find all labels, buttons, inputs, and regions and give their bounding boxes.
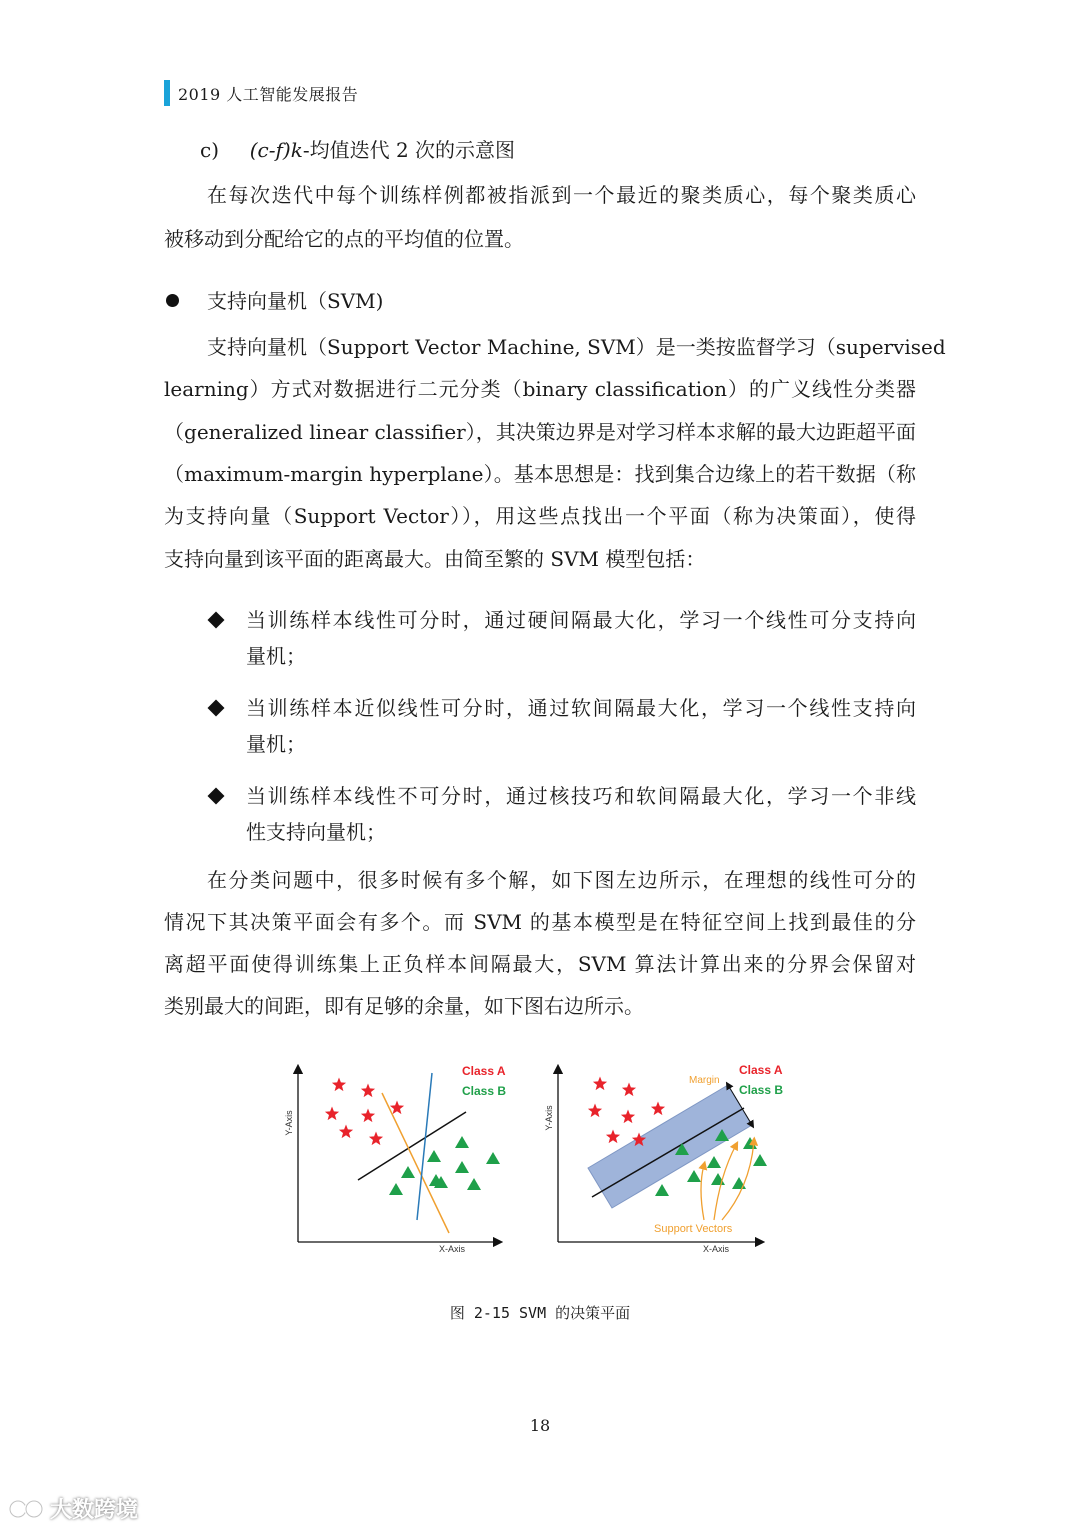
left-y-axis-label: Y-Axis [284, 1110, 294, 1136]
left-star-5 [390, 1101, 404, 1115]
support-arrow-left [701, 1165, 704, 1220]
left-star-4 [361, 1109, 375, 1123]
right-star-3 [588, 1104, 602, 1118]
left-orange-line [382, 1093, 449, 1233]
left-legend-class-a: Class A [462, 1064, 506, 1078]
right-triangle-6 [687, 1170, 701, 1182]
header-accent-bar [164, 80, 170, 106]
right-y-axis-label: Y-Axis [544, 1105, 554, 1131]
kmeans-paragraph-line-2: 被移动到分配给它的点的平均值的位置。 [164, 227, 524, 251]
right-triangle-2 [743, 1137, 757, 1149]
report-header [164, 80, 358, 106]
right-star-1 [593, 1077, 607, 1091]
left-legend-class-b: Class B [462, 1084, 507, 1098]
left-triangle-4 [401, 1166, 415, 1178]
svm-bullet-title: 支持向量机（SVM) [207, 289, 384, 313]
closing-paragraph-line-4: 类别最大的间距，即有足够的余量，如下图右边所示。 [164, 994, 644, 1018]
watermark-text: 大数跨境 [50, 1498, 139, 1523]
right-margin-band [588, 1085, 752, 1208]
right-star-2 [622, 1083, 636, 1097]
left-triangle-5 [455, 1161, 469, 1173]
left-star-3 [325, 1107, 339, 1121]
kmeans-caption-text: -均值迭代 2 次的示意图 [302, 138, 516, 162]
left-triangle-7 [467, 1178, 481, 1190]
right-margin-label: Margin [689, 1075, 720, 1086]
sub-item-3-line-2: 性支持向量机； [246, 820, 386, 844]
kmeans-caption-k: k [290, 138, 303, 162]
right-star-4 [621, 1110, 635, 1124]
left-star-6 [339, 1125, 353, 1139]
left-triangle-2 [427, 1150, 441, 1162]
kmeans-caption-range: (c-f) [249, 138, 291, 162]
watermark [8, 1493, 138, 1524]
right-triangle-5 [753, 1154, 767, 1166]
left-class-b-triangles [389, 1136, 500, 1195]
left-panel [284, 1064, 506, 1254]
left-triangle-8 [389, 1183, 403, 1195]
svm-bullet-dot [166, 294, 179, 307]
watermark-logo-icon [8, 1496, 46, 1522]
svm-paragraph-line-4: （maximum-margin hyperplane）。基本思想是：找到集合边缘上的若干数据（称 [164, 462, 916, 486]
figure-caption: 图 2-15 SVM 的决策平面 [449, 1304, 631, 1322]
closing-paragraph-line-2: 情况下其决策平面会有多个。而 SVM 的基本模型是在特征空间上找到最佳的分 [164, 910, 916, 934]
kmeans-paragraph-line-1: 在每次迭代中每个训练样例都被指派到一个最近的聚类质心，每个聚类质心 [207, 183, 916, 207]
svm-paragraph-line-3: （generalized linear classifier），其决策边界是对学习样本求解的最大边距超平面 [164, 420, 916, 444]
right-x-axis-label: X-Axis [702, 1244, 730, 1254]
page-number: 18 [529, 1416, 551, 1435]
left-class-a-stars [325, 1078, 404, 1146]
closing-paragraph-line-3: 离超平面使得训练集上正负样本间隔最大，SVM 算法计算出来的分界会保留对 [164, 952, 916, 976]
right-triangle-9 [655, 1184, 669, 1196]
kmeans-caption-line [200, 136, 515, 164]
kmeans-item-label: c) [200, 138, 220, 162]
svm-paragraph-line-1: 支持向量机（Support Vector Machine, SVM）是一类按监督学习（supervised [207, 335, 946, 359]
sub-item-1-line-2: 量机； [246, 644, 306, 668]
right-star-5 [651, 1102, 665, 1116]
sub-item-2-line-1: 当训练样本近似线性可分时，通过软间隔最大化，学习一个线性支持向 [246, 696, 916, 720]
sub-item-3-diamond [208, 788, 225, 805]
left-star-7 [369, 1132, 383, 1146]
sub-item-3-line-1: 当训练样本线性不可分时，通过核技巧和软间隔最大化，学习一个非线 [246, 784, 916, 808]
left-x-axis-label: X-Axis [438, 1244, 466, 1254]
right-legend-class-a: Class A [739, 1063, 783, 1077]
left-triangle-1 [455, 1136, 469, 1148]
right-support-vectors-label: Support Vectors [654, 1223, 733, 1235]
svm-decision-plane-figure [284, 1055, 804, 1265]
right-star-6 [606, 1130, 620, 1144]
left-triangle-3 [486, 1152, 500, 1164]
left-blue-line [417, 1073, 432, 1220]
svm-paragraph-line-5: 为支持向量（Support Vector）），用这些点找出一个平面（称为决策面），使得 [164, 504, 916, 528]
header-title: 2019 人工智能发展报告 [178, 84, 359, 104]
sub-item-2-diamond [208, 700, 225, 717]
right-triangle-4 [707, 1156, 721, 1168]
left-star-2 [361, 1084, 375, 1098]
left-star-1 [332, 1078, 346, 1092]
right-legend-class-b: Class B [739, 1083, 784, 1097]
left-black-line [358, 1112, 466, 1180]
right-panel [544, 1063, 783, 1254]
svm-paragraph-line-2: learning）方式对数据进行二元分类（binary classification）的广义线性分类器 [164, 377, 916, 401]
sub-item-2-line-2: 量机； [246, 732, 306, 756]
closing-paragraph-line-1: 在分类问题中，很多时候有多个解，如下图左边所示，在理想的线性可分的 [207, 868, 916, 892]
sub-item-1-line-1: 当训练样本线性可分时，通过硬间隔最大化，学习一个线性可分支持向 [246, 608, 916, 632]
svm-paragraph-line-6: 支持向量到该平面的距离最大。由简至繁的 SVM 模型包括： [164, 547, 706, 571]
sub-item-1-diamond [208, 612, 225, 629]
